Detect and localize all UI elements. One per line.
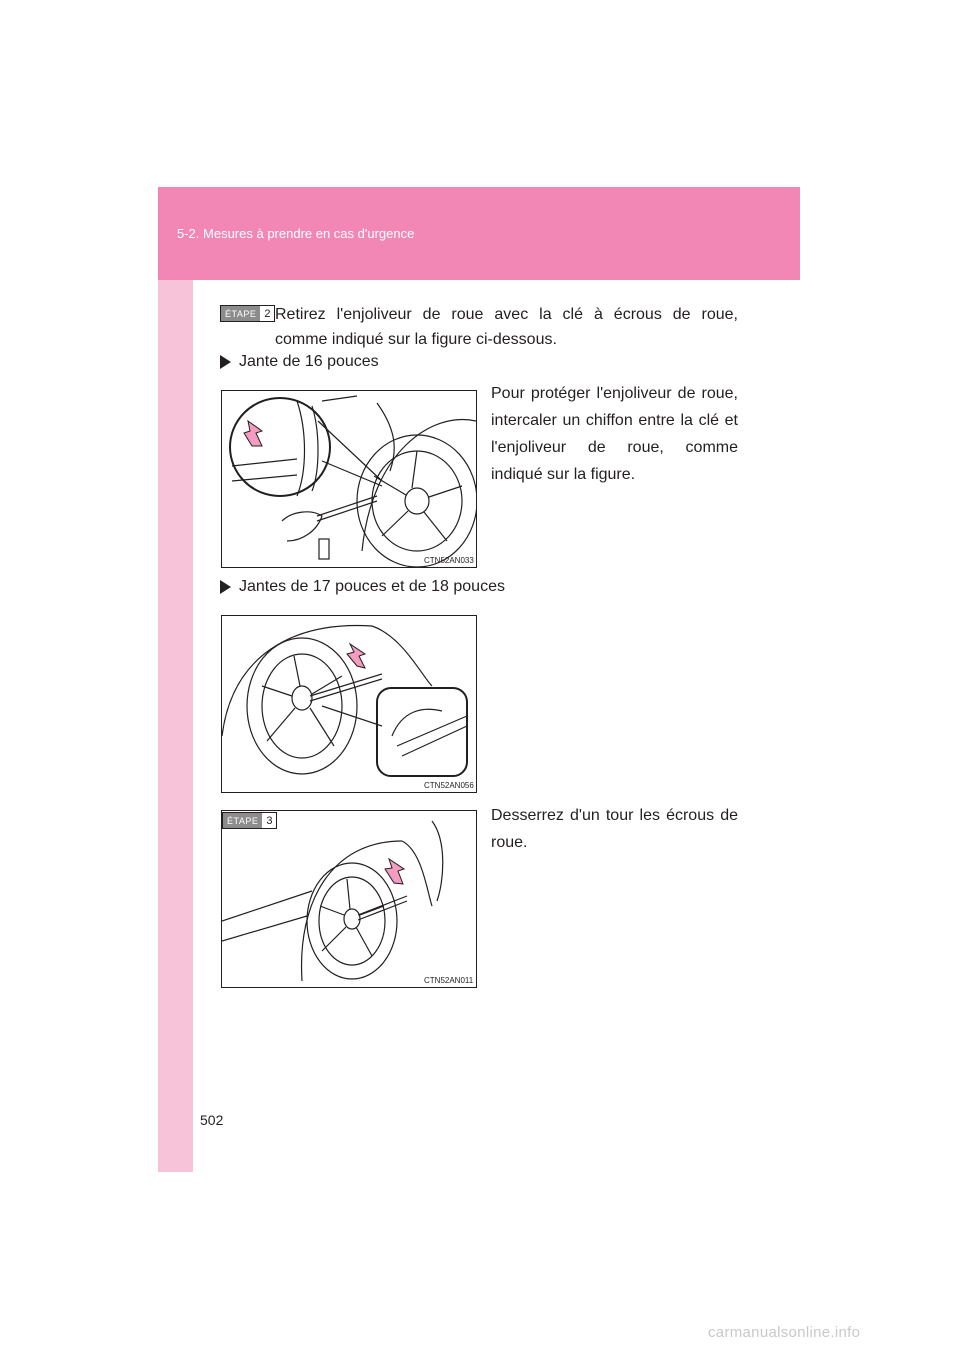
rim16-heading bbox=[220, 353, 379, 371]
step-text-line1: Retirez l'enjoliveur de roue avec la clé à écrous de roue, bbox=[275, 306, 738, 323]
step3-badge-number: 3 bbox=[262, 813, 276, 828]
loosen-wheel-nuts-illustration bbox=[222, 811, 476, 987]
figure-step3-code: CTN52AN011 bbox=[424, 976, 474, 985]
figure-rim16-code: CTN52AN033 bbox=[424, 556, 474, 565]
arrow-icon bbox=[244, 421, 262, 446]
step-text-line2: comme indiqué sur la figure ci-dessous. bbox=[275, 331, 557, 348]
step-badge-label: ÉTAPE bbox=[221, 306, 260, 321]
figure-rim17-code: CTN52AN056 bbox=[424, 781, 474, 790]
wheel-cover-removal-illustration bbox=[222, 391, 476, 567]
step3-text: Desserrez d'un tour les écrous de roue. bbox=[491, 807, 738, 851]
rim17-heading bbox=[220, 578, 505, 596]
bullet-triangle-icon bbox=[220, 580, 231, 594]
step3-badge bbox=[222, 812, 277, 829]
section-title: 5-2. Mesures à prendre en cas d'urgence bbox=[177, 226, 415, 241]
rim17-heading-text: Jantes de 17 pouces et de 18 pouces bbox=[239, 578, 505, 595]
watermark: carmanualsonline.info bbox=[708, 1324, 861, 1341]
arrow-icon bbox=[347, 644, 365, 668]
page-number: 502 bbox=[200, 1112, 224, 1128]
wheel-cover-removal-17-illustration bbox=[222, 616, 476, 792]
step-badge bbox=[220, 305, 275, 322]
step3-badge-label: ÉTAPE bbox=[223, 813, 262, 828]
figure-rim16 bbox=[221, 390, 477, 568]
sidebar-band bbox=[158, 187, 193, 1172]
figure-step3 bbox=[221, 810, 477, 988]
figure-rim17 bbox=[221, 615, 477, 793]
bullet-triangle-icon bbox=[220, 355, 231, 369]
step-badge-number: 2 bbox=[260, 306, 274, 321]
arrow-icon bbox=[385, 859, 404, 884]
rim16-description: Pour protéger l'enjoliveur de roue, intercaler un chiffon entre la clé et l'enjoliveur de roue, comme indiqué sur la figure. bbox=[491, 385, 738, 483]
rim16-heading-text: Jante de 16 pouces bbox=[239, 353, 379, 370]
